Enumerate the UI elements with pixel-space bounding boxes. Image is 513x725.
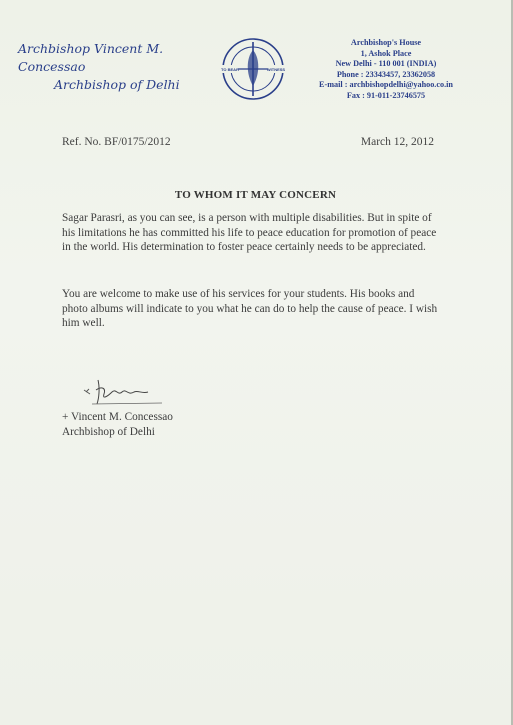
- address-line: Fax : 91-011-23746575: [346, 90, 426, 100]
- seal-text-left: TO BEAR: [221, 67, 239, 72]
- letterhead-address: [301, 38, 471, 101]
- address-line: New Delhi - 110 001 (INDIA): [335, 59, 437, 68]
- archdiocese-seal-icon: [220, 36, 286, 102]
- letterhead-title: Archbishop of Delhi: [54, 77, 180, 92]
- letterhead-name: Archbishop Vincent M. Concessao: [18, 41, 164, 74]
- body-paragraph-1: Sagar Parasri, as you can see, is a person with multiple disabilities. But in spite of his limitations he has committed his life to peace education for promotion of peace in the world. His determination to foster peace certainly needs to be appreciated.: [62, 212, 437, 253]
- body-paragraph-2: You are welcome to make use of his services for your students. His books and photo albums will indicate to you what he can do to help the cause of peace. I wish him well.: [62, 288, 438, 329]
- signatory-block: [62, 410, 173, 439]
- handwritten-signature: [82, 370, 172, 410]
- address-line: E-mail : archbishopdelhi@yahoo.co.in: [319, 80, 453, 89]
- seal-text-right: WITNESS: [266, 67, 286, 72]
- address-line: Archbishop's House: [350, 38, 422, 47]
- letterhead-name-block: [18, 40, 218, 94]
- letter-heading: TO WHOM IT MAY CONCERN: [174, 189, 337, 201]
- signatory-name: + Vincent M. Concessao: [62, 411, 173, 423]
- address-line: Phone : 23343457, 23362058: [336, 69, 436, 79]
- signatory-title: Archbishop of Delhi: [62, 425, 155, 438]
- letter-date: March 12, 2012: [360, 136, 434, 148]
- reference-number: Ref. No. BF/0175/2012: [62, 136, 171, 148]
- address-line: 1, Ashok Place: [360, 48, 412, 58]
